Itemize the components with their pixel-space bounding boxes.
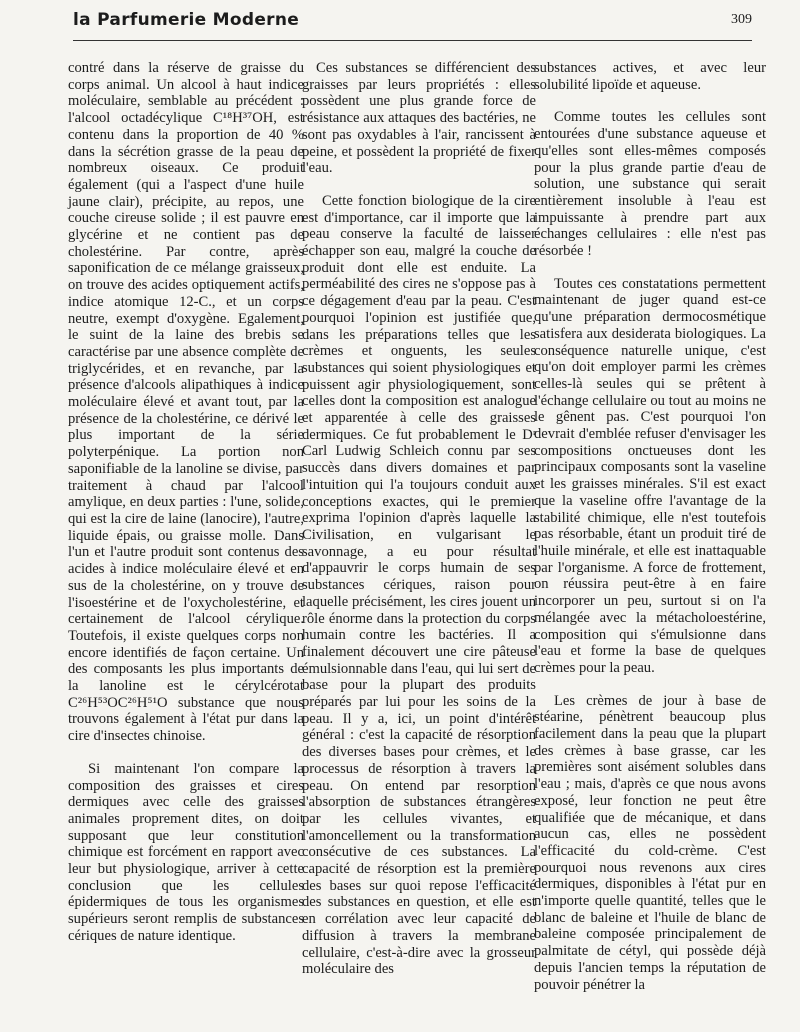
text-column-3 (534, 60, 766, 993)
paragraph: contré dans la réserve de graisse du corps animal. Un alcool à haut indice moléculaire, semblable au précédent : l'alcool octadécylique C¹⁸H³⁷OH, est contenu dans la proportion de 40 % dans la sécrétion grasse de la peau de nombreux oiseaux. Ce produit également (qui a l'aspect d'une huile jaune clair), précipite, au repos, une couche cireuse solide ; il est pauvre en glycérine et ne contient pas de cholestérine. Par contre, après saponification de ce mélange graisseux, on trouve des acides optiquement actifs, indice atomique 12-C., et un corps neutre, exempt d'oxygène. Egalement, le suint de la laine des brebis se caractérise par une absence complète de triglycérides, et en revanche, par la présence d'alcools alipathiques à indice moléculaire élevé et avant tout, par la présence de la cholestérine, ce dérivé le plus important de la série polyterpénique. La portion non saponifiable de la lanoline se divise, par traitement à chaud par l'alcool amylique, en deux parties : l'une, solide, qui est la cire de laine (lanocire), l'autre, liquide épais, ou graisse molle. Dans l'un et l'autre produit sont contenus des acides à indice moléculaire élevé et en sus de la cholestérine, on y trouve de l'isoestérine et de l'oxycholestérine, et certainement de l'alcool cérylique. Toutefois, il existe quelques corps non encore identifiés de façon certaine. Un des composants les plus importants de la lanoline est le cérylcérotat C²⁶H⁵³OC²⁶H⁵¹O substance que nous trouvons également à l'état pur dans la cire d'insectes chinoise. (68, 60, 304, 745)
text-column-1 (68, 60, 304, 945)
journal-title: la Parfumerie Moderne (73, 10, 300, 30)
page-header (73, 10, 752, 36)
paragraph: Si maintenant l'on compare la composition des graisses et cires dermiques avec celle des graisses animales proprement dites, on doit supposant que leur constitution chimique est forcément en rapport avec leur but physiologique, arriver à cette conclusion que les cellules épidermiques de tous les organismes supérieurs seront remplis de substances cériques de nature identique. (68, 760, 304, 944)
header-rule (73, 40, 752, 41)
paragraph: substances actives, et avec leur solubilité lipoïde et aqueuse. (534, 60, 766, 93)
paragraph: Les crèmes de jour à base de stéarine, pénètrent beaucoup plus facilement dans la peau que la plupart des crèmes à base grasse, car les premières sont aisément solubles dans l'eau ; mais, d'après ce que nous avons exposé, leur fonction ne peut être qualifiée que de mécanique, et dans aucun cas, elles ne possèdent l'efficacité du cold-crème. C'est pourquoi nous revenons aux cires dermiques, disponibles à l'état pur en n'importe quelle quantité, telles que le blanc de baleine et l'huile de blanc de baleine composée principalement de palmitate de cétyl, qui possède déjà depuis l'ancien temps la réputation de pouvoir pénétrer la (534, 692, 766, 993)
paragraph: Toutes ces constatations permettent maintenant de juger quand est-ce qu'une préparation dermocosmétique satisfera aux desiderata biologiques. La conséquence naturelle unique, c'est qu'on doit employer parmi les crèmes celles-là seules qui se prêtent à l'échange cellulaire ou tout au moins ne le gênent pas. C'est pourquoi l'on devrait d'emblée refuser d'envisager les compositions onctueuses dont les principaux composants sont la vaseline et les graisses minérales. S'il est exact que la vaseline offre l'avantage de la stabilité chimique, elle n'est toutefois pas résorbable, étant un produit tiré de l'huile minérale, et elle est inattaquable par l'organisme. A force de frottement, on réussira peut-être à en faire incorporer un peu, surtout si on l'a mélangée avec la métacholoestérine, composition qui s'émulsionne dans l'eau et forme la base de quelques crèmes pour la peau. (534, 275, 766, 676)
text-column-2 (302, 60, 536, 978)
page-number: 309 (731, 12, 752, 27)
paragraph: Comme toutes les cellules sont entourées d'une substance aqueuse et qu'elles sont elles-mêmes composés pour la plus grande partie d'eau de solution, une substance qui serait entièrement insoluble à l'eau est impuissante à prendre part aux échanges cellulaires : elle n'est pas résorbée ! (534, 109, 766, 260)
paragraph: Ces substances se différencient des graisses par leurs propriétés : elles possèdent une plus grande force de résistance aux attaques des bactéries, ne sont pas oxydables à l'air, rancissent à peine, et possèdent la propriété de fixer l'eau. (302, 60, 536, 177)
paragraph: Cette fonction biologique de la cire est d'importance, car il importe que la peau conserve la faculté de laisser échapper son eau, malgré la couche de produit dont elle est enduite. La perméabilité des cires ne s'oppose pas à ce dégagement d'eau par la peau. C'est pourquoi l'opinion est justifiée que, dans les préparations telles que les crèmes et onguents, les seules substances qui soient physiologiques et puissent agir physiologiquement, sont celles dont la composition est analogue et apparentée à celle des graisses dermiques. Ce fut probablement le Dʳ Carl Ludwig Schleich connu par ses succès dans divers domaines et par l'intuition qui l'a toujours conduit aux conceptions exactes, qui le premier exprima l'opinion d'après laquelle la Civilisation, en vulgarisant le savonnage, a eu pour résultat d'appauvrir le corps humain de ses substances cériques, raison pour laquelle précisément, les cires jouent un rôle énorme dans la protection du corps humain contre les bactéries. Il a finalement découvert une cire pâteuse émulsionnable dans l'eau, qui lui sert de base pour la plupart des produits préparés par lui pour les soins de la peau. Il y a, ici, un point d'intérêt général : c'est la capacité de résorption des diverses bases pour crèmes, et le processus de résorption à travers la peau. On entend par resorption l'absorption de substances étrangères par les cellules vivantes, et l'amoncellement ou la transformation consécutive de ces substances. La capacité de résorption est la première des bases sur quoi repose l'efficacité des substances en question, et elle est en corrélation avec leur capacité de diffusion à travers la membrane cellulaire, c'est-à-dire avec la grosseur moléculaire des (302, 192, 536, 978)
